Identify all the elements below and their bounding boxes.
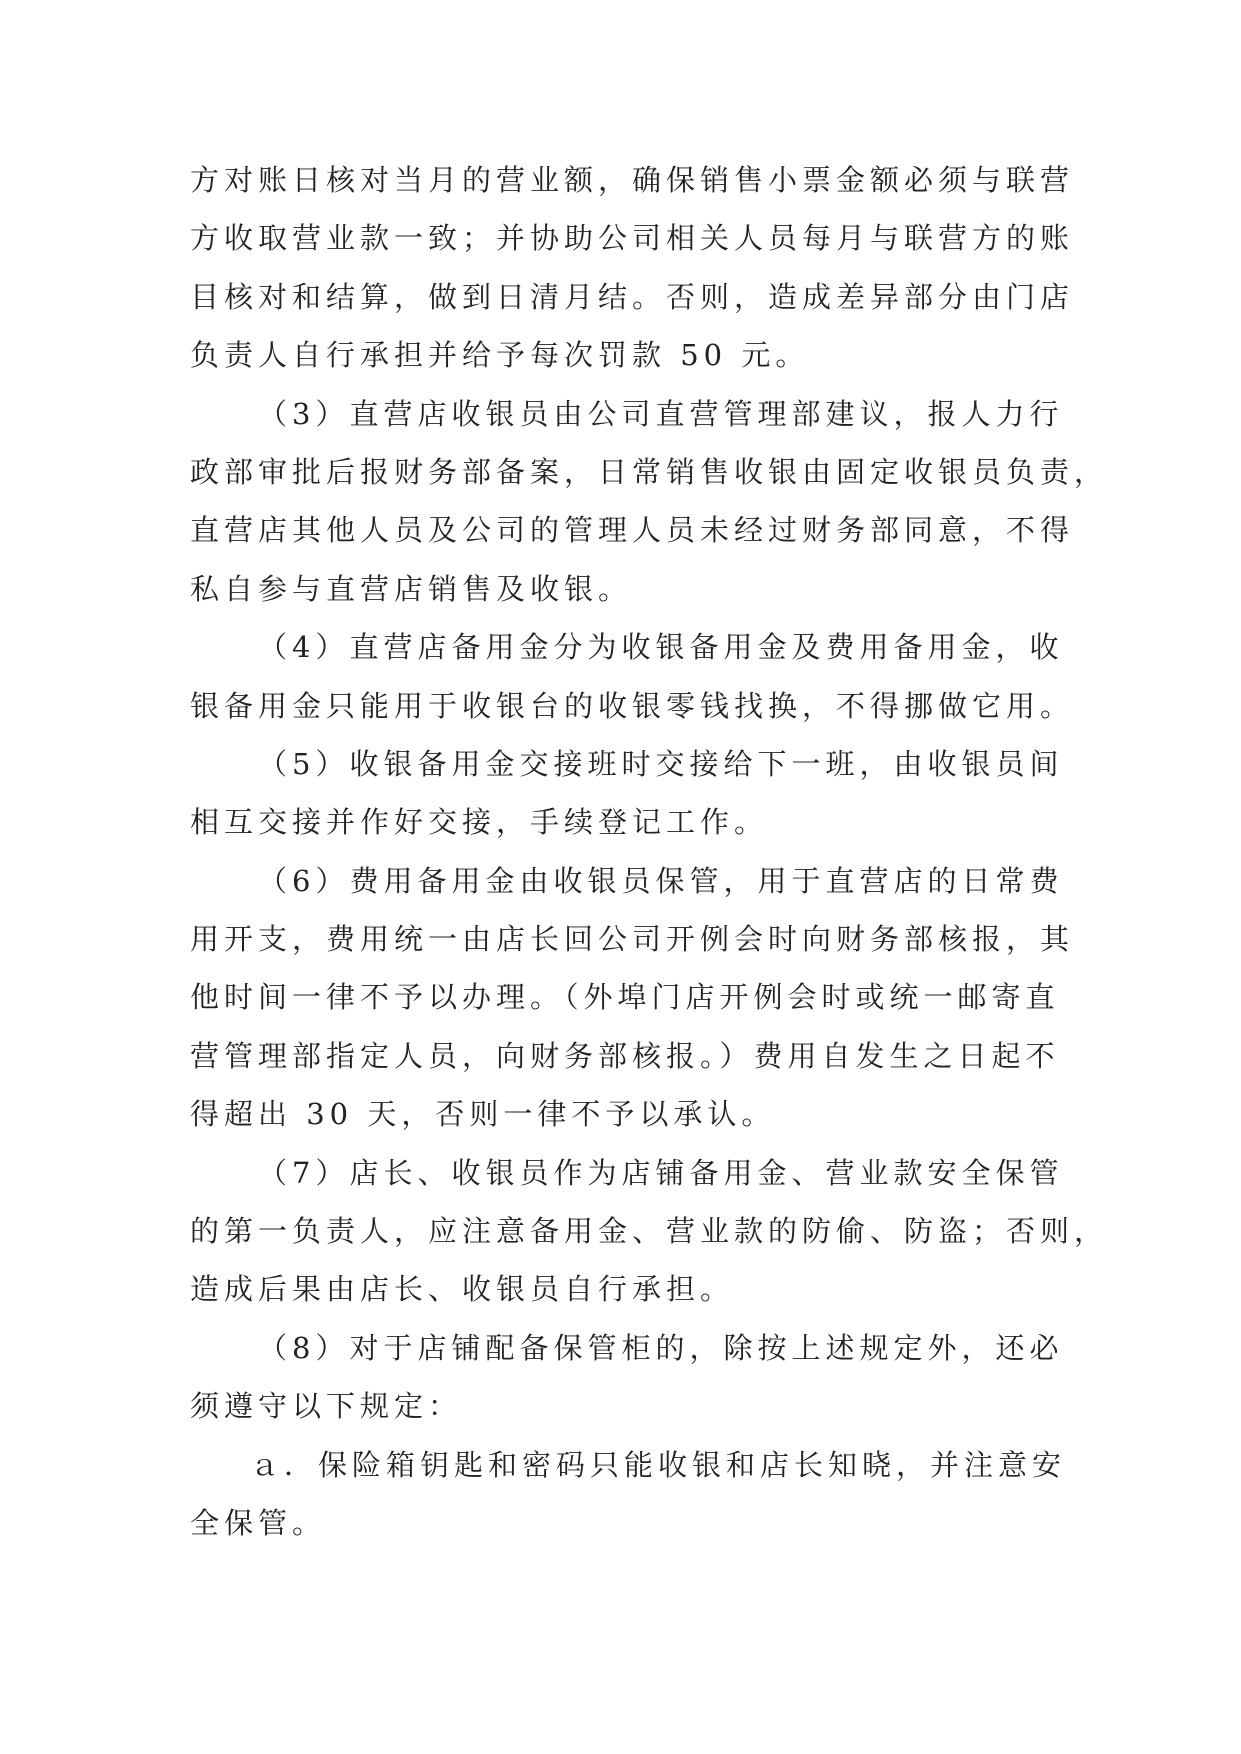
text-line: 负责人自行承担并给予每次罚款 50 元。 xyxy=(190,338,810,373)
text-line: 政部审批后报财务部备案，日常销售收银由固定收银员负责， xyxy=(190,454,1109,489)
text-line: 方对账日核对当月的营业额，确保销售小票金额必须与联营 xyxy=(190,163,1075,197)
paragraph-3 xyxy=(190,392,1109,626)
text-line: 全保管。 xyxy=(190,1505,327,1540)
text-line: 私自参与直营店销售及收银。 xyxy=(190,571,633,606)
text-line: 方收取营业款一致；并协助公司相关人员每月与联营方的账 xyxy=(190,221,1075,256)
text-line: 营管理部指定人员，向财务部核报。）费用自发生之日起不 xyxy=(190,1038,1060,1073)
text-line: 的第一负责人，应注意备用金、营业款的防偷、防盗；否则， xyxy=(190,1214,1109,1249)
text-line: 相互交接并作好交接，手续登记工作。 xyxy=(190,805,769,840)
text-line: ａ．保险箱钥匙和密码只能收银和店长知晓，并注意安 xyxy=(250,1447,1067,1482)
text-line: 银备用金只能用于收银台的收银零钱找换，不得挪做它用。 xyxy=(190,688,1075,723)
paragraph-7 xyxy=(190,1151,1109,1326)
paragraph-6 xyxy=(190,859,1075,1151)
text-line: 直营店其他人员及公司的管理人员未经过财务部同意，不得 xyxy=(190,513,1075,548)
text-line: （8）对于店铺配备保管柜的，除按上述规定外，还必 xyxy=(258,1330,1064,1365)
paragraph-a xyxy=(190,1443,1070,1560)
text-line: （4）直营店备用金分为收银备用金及费用备用金，收 xyxy=(258,630,1064,665)
text-line: 他时间一律不予以办理。（外埠门店开例会时或统一邮寄直 xyxy=(190,980,1060,1015)
text-line: 用开支，费用统一由店长回公司开例会时向财务部核报，其 xyxy=(190,922,1075,957)
text-line: 目核对和结算，做到日清月结。否则，造成差异部分由门店 xyxy=(190,279,1075,314)
text-line: 得超出 30 天，否则一律不予以承认。 xyxy=(190,1097,776,1132)
paragraph-continued xyxy=(190,158,1075,392)
paragraph-5 xyxy=(190,742,1070,859)
paragraph-4 xyxy=(190,625,1075,742)
document-body xyxy=(190,158,1109,1559)
text-line: （6）费用备用金由收银员保管，用于直营店的日常费 xyxy=(258,863,1064,898)
text-line: （3）直营店收银员由公司直营管理部建议，报人力行 xyxy=(258,396,1064,431)
text-line: （5）收银备用金交接班时交接给下一班，由收银员间 xyxy=(258,746,1064,781)
paragraph-8 xyxy=(190,1326,1070,1443)
text-line: （7）店长、收银员作为店铺备用金、营业款安全保管 xyxy=(258,1155,1064,1190)
text-line: 须遵守以下规定： xyxy=(190,1389,463,1424)
text-line: 造成后果由店长、收银员自行承担。 xyxy=(190,1272,735,1307)
